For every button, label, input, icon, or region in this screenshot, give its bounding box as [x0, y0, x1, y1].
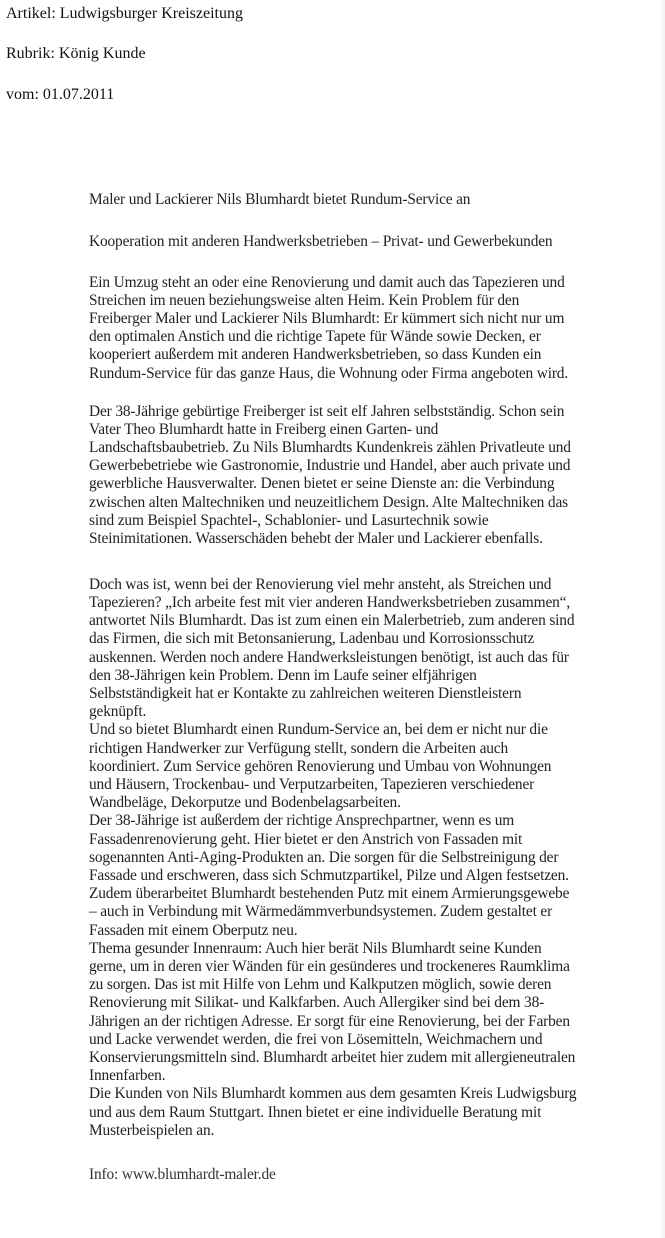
text-line: gerne, um in deren vier Wänden für ein gesünderes und trockeneres Raumklima: [89, 958, 570, 975]
text-line: – auch in Verbindung mit Wärmedämmverbundsystemen. Zudem gestaltet er: [89, 903, 553, 920]
article-headline: Maler und Lackierer Nils Blumhardt bietet Rundum-Service an: [89, 191, 471, 208]
text-line: das Firmen, die sich mit Betonsanierung, Ladenbau und Korrosionsschutz: [89, 630, 535, 647]
text-line: sind zum Beispiel Spachtel-, Schablonier- und Lasurtechnik sowie: [89, 512, 489, 529]
text-line: gewerbliche Hausverwalter. Denen bietet er seine Dienste an: die Verbindung: [89, 475, 555, 492]
text-line: Musterbeispielen an.: [89, 1122, 215, 1139]
text-line: und Lacke verwendet werden, die frei von Lösemitteln, Weichmachern und: [89, 1031, 543, 1048]
text-line: Ein Umzug steht an oder eine Renovierung und damit auch das Tapezieren und: [89, 274, 565, 291]
text-line: Fassade und erschweren, dass sich Schmutzpartikel, Pilze und Algen festsetzen.: [89, 867, 569, 884]
text-line: antwortet Nils Blumhardt. Das ist zum einen ein Malerbetrieb, zum anderen sind: [89, 612, 575, 629]
text-line: Fassaden mit einem Oberputz neu.: [89, 922, 298, 939]
text-line: Innenfarben.: [89, 1067, 166, 1084]
article-date: vom: 01.07.2011: [6, 86, 115, 103]
text-line: Selbstständigkeit hat er Kontakte zu zahlreichen weiteren Dienstleistern: [89, 685, 522, 702]
text-line: Rundum-Service für das ganze Haus, die Wohnung oder Firma angeboten wird.: [89, 365, 569, 382]
scan-edge-shading: [659, 0, 665, 1238]
text-line: richtigen Handwerker zur Verfügung stellt, sondern die Arbeiten auch: [89, 740, 509, 757]
text-line: Konservierungsmitteln sind. Blumhardt arbeitet hier zudem mit allergieneutralen: [89, 1049, 576, 1066]
text-line: Wandbeläge, Dekorputze und Bodenbelagsarbeiten.: [89, 794, 401, 811]
article-rubric: Rubrik: König Kunde: [6, 45, 146, 62]
text-line: sogenannten Anti-Aging-Produkten an. Die sorgen für die Selbstreinigung der: [89, 849, 559, 866]
text-line: Jährigen an der richtigen Adresse. Er sorgt für eine Renovierung, bei der Farben: [89, 1013, 570, 1030]
text-line: und Häusern, Trockenbau- und Verputzarbeiten, Tapezieren verschiedener: [89, 776, 535, 793]
text-line: Tapezieren? „Ich arbeite fest mit vier anderen Handwerksbetrieben zusammen“,: [89, 594, 571, 611]
text-line: Thema gesunder Innenraum: Auch hier berät Nils Blumhardt seine Kunden: [89, 940, 542, 957]
text-line: geknüpft.: [89, 703, 147, 720]
text-line: auskennen. Werden noch andere Handwerksleistungen benötigt, ist auch das für: [89, 649, 569, 666]
text-line: Vater Theo Blumhardt hatte in Freiberg einen Garten- und: [89, 421, 439, 438]
text-line: Fassadenrenovierung geht. Hier bietet er den Anstrich von Fassaden mit: [89, 831, 523, 848]
text-line: Zudem überarbeitet Blumhardt bestehenden Putz mit einem Armierungsgewebe: [89, 885, 570, 902]
text-line: koordiniert. Zum Service gehören Renovierung und Umbau von Wohnungen: [89, 758, 552, 775]
text-line: Und so bietet Blumhardt einen Rundum-Service an, bei dem er nicht nur die: [89, 721, 548, 738]
text-line: Freiberger Maler und Lackierer Nils Blumhardt: Er kümmert sich nicht nur um: [89, 310, 565, 327]
text-line: den 38-Jährigen kein Problem. Denn im Laufe seiner elfjährigen: [89, 667, 477, 684]
text-line: Doch was ist, wenn bei der Renovierung viel mehr ansteht, als Streichen und: [89, 576, 552, 593]
text-line: Die Kunden von Nils Blumhardt kommen aus dem gesamten Kreis Ludwigsburg: [89, 1085, 577, 1102]
text-line: und aus dem Raum Stuttgart. Ihnen bietet er eine individuelle Beratung mit: [89, 1104, 542, 1121]
text-line: Streichen im neuen beziehungsweise alten Heim. Kein Problem für den: [89, 292, 520, 309]
text-line: den optimalen Anstich und die richtige Tapete für Wände sowie Decken, er: [89, 328, 541, 345]
text-line: Der 38-Jährige ist außerdem der richtige Ansprechpartner, wenn es um: [89, 812, 515, 829]
text-line: zu sorgen. Das ist mit Hilfe von Lehm und Kalkputzen möglich, sowie deren: [89, 976, 552, 993]
text-line: Renovierung mit Silikat- und Kalkfarben. Auch Allergiker sind bei dem 38-: [89, 994, 545, 1011]
text-line: Der 38-Jährige gebürtige Freiberger ist seit elf Jahren selbstständig. Schon sein: [89, 403, 565, 420]
article-subheadline: Kooperation mit anderen Handwerksbetrieben – Privat- und Gewerbekunden: [89, 233, 553, 250]
text-line: kooperiert außerdem mit anderen Handwerksbetrieben, so dass Kunden ein: [89, 346, 542, 363]
article-source: Artikel: Ludwigsburger Kreiszeitung: [6, 5, 243, 22]
text-line: Gewerbebetriebe wie Gastronomie, Industrie und Handel, aber auch private und: [89, 457, 571, 474]
info-link: Info: www.blumhardt-maler.de: [89, 1166, 276, 1183]
text-line: Steinimitationen. Wasserschäden behebt der Maler und Lackierer ebenfalls.: [89, 530, 543, 547]
text-line: zwischen alten Maltechniken und neuzeitlichem Design. Alte Maltechniken das: [89, 494, 568, 511]
text-line: Landschaftsbaubetrieb. Zu Nils Blumhardts Kundenkreis zählen Privatleute und: [89, 439, 571, 456]
